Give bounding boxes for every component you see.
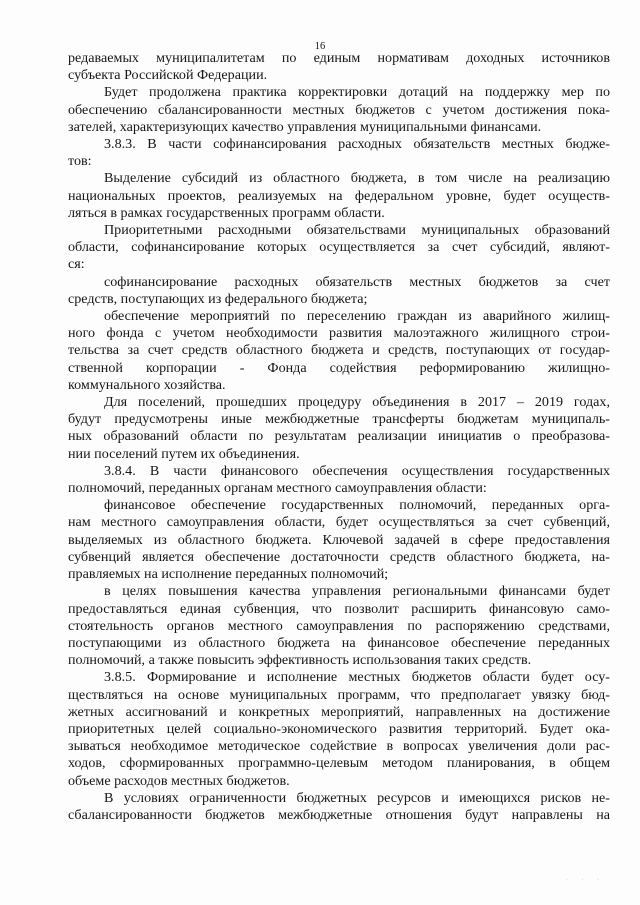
- text-line: ходов, сформированных программно-целевым методом планирования, в общем: [68, 755, 610, 772]
- document-body: [68, 50, 610, 824]
- text-line: зателей, характеризующих качество управления муниципальными финансами.: [68, 118, 542, 135]
- list-item: финансовое обеспечение государственных полномочий, переданных орга-: [104, 497, 610, 514]
- text-line: Для поселений, прошедших процедуру объединения в 2017 – 2019 годах,: [104, 394, 610, 411]
- text-line: ственной корпорации - Фонда содействия реформированию жилищно-: [68, 359, 610, 376]
- text-line: редаваемых муниципалитетам по единым нормативам доходных источников: [68, 50, 610, 66]
- text-line: полномочий, переданных органам местного самоуправления области:: [68, 480, 487, 497]
- list-item: в целях повышения качества управления региональными финансами будет: [104, 583, 610, 600]
- text-line: объеме расходов местных бюджетов.: [68, 772, 290, 789]
- text-line: предоставляться единая субвенция, что позволит расширить финансовую само-: [68, 600, 610, 617]
- text-line: будут предусмотрены иные межбюджетные трансферты бюджетам муниципаль-: [68, 411, 610, 428]
- text-line: сбалансированности бюджетов межбюджетные отношения будут направлены на: [68, 806, 610, 823]
- text-line: выделяемых из областного бюджета. Ключевой задачей в сфере предоставления: [68, 531, 610, 548]
- text-line: субъекта Российской Федерации.: [68, 67, 268, 84]
- list-item: обеспечение мероприятий по переселению граждан из аварийного жилищ-: [104, 308, 610, 325]
- text-line: тельства за счет средств областного бюджета и средств, поступающих от государ-: [68, 342, 610, 359]
- text-line: Приоритетными расходными обязательствами муниципальных образований: [104, 222, 610, 239]
- text-line: ляться в рамках государственных программ области.: [68, 204, 385, 221]
- text-line: поступающими из областного бюджета на финансовое обеспечение переданных: [68, 634, 610, 651]
- text-line: жетных ассигнований и конкретных мероприятий, направленных на достижение: [68, 703, 610, 720]
- text-line: ся:: [68, 256, 85, 273]
- text-line: обеспечению сбалансированности местных бюджетов с учетом достижения пока-: [68, 101, 610, 118]
- list-item: софинансирование расходных обязательств местных бюджетов за счет: [104, 273, 610, 290]
- text-line: стоятельность органов местного самоуправления по распоряжению средствами,: [68, 617, 610, 634]
- text-line: нии поселений путем их объединения.: [68, 445, 300, 462]
- text-line: Будет продолжена практика корректировки дотаций на поддержку мер по: [104, 84, 610, 101]
- section-heading-3-8-5: 3.8.5. Формирование и исполнение местных бюджетов области будет осу-: [104, 669, 610, 686]
- text-line: правляемых на исполнение переданных полномочий;: [68, 566, 389, 583]
- text-line: Выделение субсидий из областного бюджета, в том числе на реализацию: [104, 170, 610, 187]
- text-line: национальных проектов, реализуемых на федеральном уровне, будет осуществ-: [68, 187, 610, 204]
- text-line: тов:: [68, 153, 92, 170]
- text-line: ных образований области по результатам реализации инициатив о преобразова-: [68, 428, 610, 445]
- text-line: субвенций является обеспечение достаточности средств областного бюджета, на-: [68, 548, 610, 565]
- text-line: зываться необходимое методическое содействие в вопросах увеличения доли рас-: [68, 738, 610, 755]
- text-line: средств, поступающих из федерального бюджета;: [68, 290, 368, 307]
- text-line: области, софинансирование которых осуществляется за счет субсидий, являют-: [68, 239, 610, 256]
- section-heading-3-8-4: 3.8.4. В части финансового обеспечения осуществления государственных: [104, 462, 610, 479]
- text-line: приоритетных целей социально-экономического развития территорий. Будет ока-: [68, 720, 610, 737]
- section-heading-3-8-3: 3.8.3. В части софинансирования расходных обязательств местных бюдже-: [104, 136, 610, 153]
- text-line: коммунального хозяйства.: [68, 376, 226, 393]
- text-line: ного фонда с учетом необходимости развития малоэтажного жилищного строи-: [68, 325, 610, 342]
- text-line: ществляться на основе муниципальных программ, что предполагает увязку бюд-: [68, 686, 610, 703]
- text-line: полномочий, а также повысить эффективность использования таких средств.: [68, 652, 532, 669]
- scan-specks: · · ·: [566, 877, 605, 883]
- text-line: нам местного самоуправления области, будет осуществляться за счет субвенций,: [68, 514, 610, 531]
- text-line: В условиях ограниченности бюджетных ресурсов и имеющихся рисков не-: [104, 789, 610, 806]
- page-number: 16: [314, 41, 326, 52]
